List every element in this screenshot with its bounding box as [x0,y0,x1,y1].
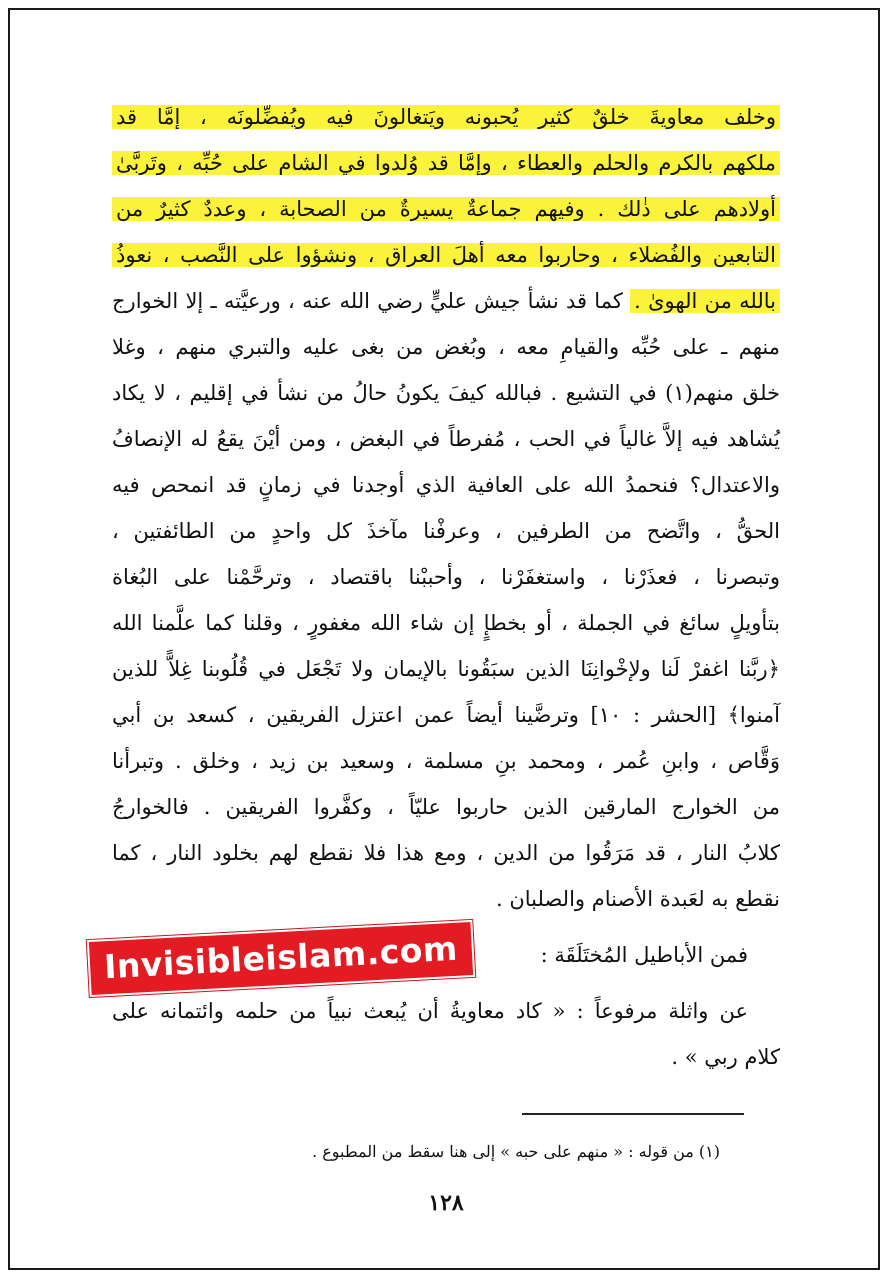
text-line [112,232,780,278]
watermark-logo: Invisibleislam.com [87,920,475,997]
section-heading: فمن الأباطيل المُختَلَقَة : [540,943,748,967]
text-line: ﴿ربَّنا اغفرْ لَنا ولإخْوانِنَا الذين سبَقُونا بالإيمان ولا تَجْعَل في قُلُوبنا غِلاًّ للذين [112,657,780,681]
text-line: والاعتدال؟ فنحمدُ الله على العافية الذي أوجدنا في زمانٍ قد انمحص فيه [112,473,780,497]
text-line: من الخوارج المارقين الذين حاربوا عليّاً ، وكفَّروا الفريقين . فالخوارجُ [112,795,780,819]
text-segment: كما قد نشأ جيش عليٍّ رضي الله عنه ، ورعيَّته ـ إلا الخوارج [112,289,623,313]
text-line [112,140,780,186]
text-line: خلق منهم(١) في التشيع . فبالله كيفَ يكونُ حالُ من نشأ في إقليم ، لا يكاد [112,381,781,405]
text-line: وَقَّاص ، وابنِ عُمر ، ومحمد بنِ مسلمة ، وسعيد بن زيد ، وخلق . وتبرأنا [112,749,780,773]
text-line: كلابُ النار ، قد مَرَقُوا من الدين ، ومع هذا فلا نقطع لهم بخلود النار ، كما [112,841,780,865]
text-line: الحقُّ ، واتَّضح من الطرفين ، وعرفْنا مآخذَ كل واحدٍ من الطائفتين ، [112,519,780,543]
text-line: آمنوا﴾ [الحشر : ١٠] وترضَّينا أيضاً عمن اعتزل الفريقين ، كسعد بن أبي [112,703,781,727]
footnote-divider [522,1113,744,1115]
page-number: ١٢٨ [428,1190,464,1216]
text-line: منهم ـ على حُبِّه والقيامِ معه ، وبُغض من بغى عليه والتبري منهم ، وغلا [112,335,780,359]
footnote: (١) من قوله : « منهم على حبه » إلى هنا سقط من المطبوع . [312,1142,720,1161]
text-line: وتبصرنا ، فعذَرْنا ، واستغفَرْنا ، وأحببْنا باقتصاد ، وترحَّمْنا على البُغاة [112,565,780,589]
text-line [112,186,780,232]
text-line: نقطع به لعَبدة الأصنام والصلبان . [496,887,780,911]
highlighted-text: التابعين والفُضلاء ، وحاربوا معه أهلَ العراق ، ونشؤوا على النَّصب ، نعوذُ [112,243,780,267]
text-line: كلام ربي » . [671,1045,780,1069]
text-line: يُشاهد فيه إلاَّ غالياً في الحب ، مُفرطاً في البغض ، ومن أيْنَ يقعُ له الإنصافُ [112,427,780,451]
highlighted-text: ملكهم بالكرم والحلم والعطاء ، وإمَّا قد وُلدوا في الشام على حُبِّه ، وتَربَّىٰ [112,151,780,175]
text-line [112,278,780,324]
text-line: عن واثلة مرفوعاً : « كاد معاويةُ أن يُبعث نبياً من حلمه وائتمانه على [112,999,748,1023]
highlighted-text: وخلف معاويةَ خلقٌ كثير يُحبونه ويَتغالونَ فيه ويُفضِّلونَه ، إمَّا قد [112,105,780,129]
highlighted-text: أولادهم على ذٰلك . وفيهم جماعةٌ يسيرةٌ من الصحابة ، وعددٌ كثيرٌ من [112,197,780,221]
text-line: بتأويلٍ سائغ في الجملة ، أو بخطإٍ إن شاء الله مغفورٍ ، وقلنا كما علَّمنا الله [112,611,780,635]
text-line [112,94,780,140]
highlighted-text: بالله من الهوىٰ . [630,289,780,313]
book-page [8,8,880,1270]
